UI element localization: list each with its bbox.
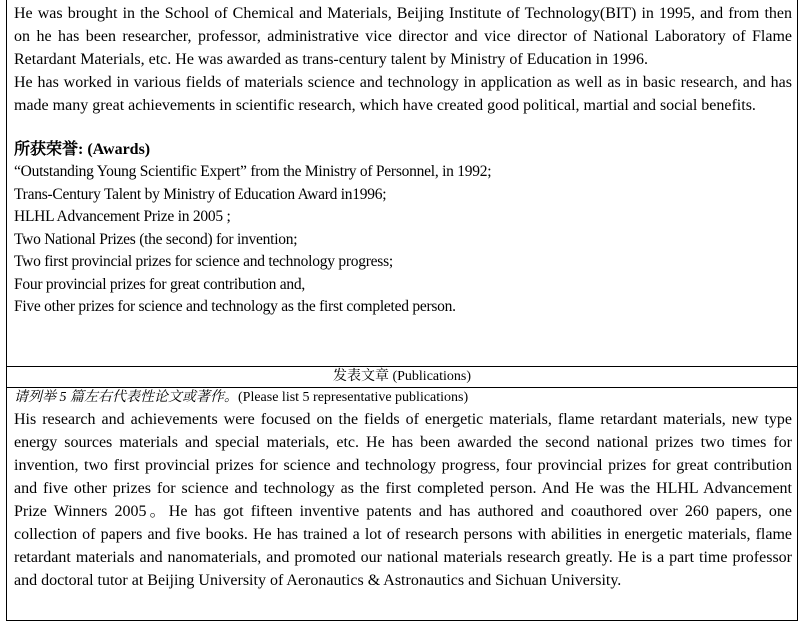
award-item: Four provincial prizes for great contribution and,	[14, 275, 305, 293]
instruction-chinese: 请列举 5 篇左右代表性论文或著作。	[14, 390, 238, 405]
award-item: Five other prizes for science and technology as the first completed person.	[14, 298, 456, 315]
awards-title: 所获荣誉: (Awards)	[14, 141, 151, 158]
bio-paragraph-1: He was brought in the School of Chemical and Materials, Beijing Institute of Technology(BIT) in 1995, and from then on he has been researcher, professor, administrative vice director and vice director of National Laboratory of Flame Retardant Materials, etc. He was awarded as trans-century talent by Ministry of Education in 1996.	[14, 5, 792, 68]
document-table	[6, 0, 798, 621]
award-item: HLHL Advancement Prize in 2005 ;	[14, 208, 231, 225]
publications-instruction	[14, 389, 792, 407]
award-item: “Outstanding Young Scientific Expert” from the Ministry of Personnel, in 1992;	[14, 163, 492, 180]
publications-header: 发表文章 (Publications)	[7, 366, 797, 388]
bio-paragraph-2: He has worked in various fields of materials science and technology in application as well as in basic research, and has made many great achievements in scientific research, which have created good political, martial and social benefits.	[14, 74, 792, 114]
awards-list	[14, 161, 792, 319]
instruction-english: (Please list 5 representative publications)	[238, 390, 469, 405]
award-item: Two National Prizes (the second) for invention;	[14, 230, 298, 248]
biography-cell	[7, 0, 797, 366]
publications-body: His research and achievements were focused on the fields of energetic materials, flame retardant materials, new type energy sources materials and special materials, etc. He has been awarded the second national prizes two times for invention, two first provincial prizes for science and technology progress, four provincial prizes for great contribution and five other prizes for science and technology as the first completed person. And He was the HLHL Advancement Prize Winners 2005。He has got fifteen inventive patents and has authored and coauthored over 260 papers, one collection of papers and five books. He has trained a lot of research persons with abilities in energetic materials, flame retardant materials and nanomaterials, and promoted our national materials research greatly. He is a part time professor and doctoral tutor at Beijing University of Aeronautics & Astronautics and Sichuan University.	[14, 411, 792, 589]
publications-cell	[7, 388, 797, 621]
award-item: Trans-Century Talent by Ministry of Education Award in1996;	[14, 185, 387, 203]
award-item: Two first provincial prizes for science and technology progress;	[14, 253, 393, 270]
spacer	[14, 117, 792, 139]
